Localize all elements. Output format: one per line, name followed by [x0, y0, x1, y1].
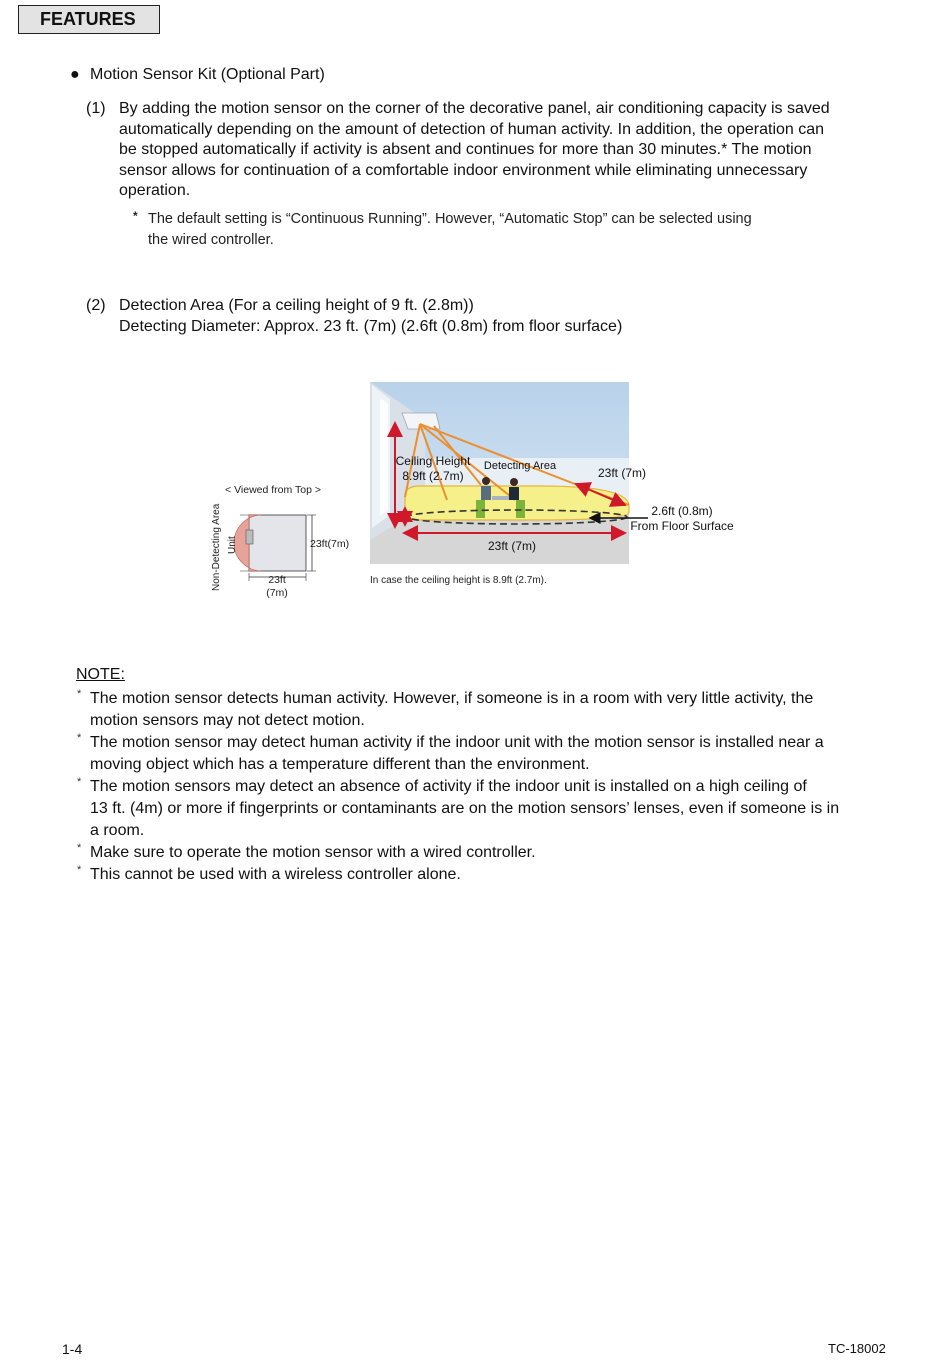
item-1-line: automatically depending on the amount of detection of human activity. In addition, the operation can	[119, 120, 825, 138]
note-item	[76, 864, 896, 886]
note-star-icon: *	[77, 732, 82, 744]
top-height-label: 23ft(7m)	[310, 538, 350, 550]
note-line: motion sensors may not detect motion.	[90, 712, 365, 729]
item-2-number: (2)	[86, 297, 106, 314]
item-1-text	[119, 99, 899, 202]
document-id: TC-18002	[828, 1341, 886, 1356]
top-width-metric: (7m)	[266, 587, 288, 599]
note-star-icon: *	[77, 776, 82, 788]
ceiling-height-label: Ceiling Height	[395, 454, 471, 468]
top-view-room	[249, 515, 306, 571]
note-star-icon: *	[77, 688, 82, 700]
bullet-icon: ●	[70, 66, 80, 83]
radius-label: 23ft (7m)	[597, 466, 647, 480]
unit-label: Unit	[227, 536, 238, 554]
note-item	[76, 842, 896, 864]
note-line: moving object which has a temperature different than the environment.	[90, 756, 590, 773]
footnote-text: The default setting is “Continuous Running”. However, “Automatic Stop” can be selected using the wired controller.	[148, 211, 752, 248]
detecting-area-label: Detecting Area	[483, 460, 557, 472]
note-line: The motion sensor detects human activity. However, if someone is in a room with very little activity, the	[90, 690, 814, 707]
note-item	[76, 688, 896, 732]
notes-list	[76, 688, 896, 886]
item-2-line: Detecting Diameter: Approx. 23 ft. (7m) (2.6ft (0.8m) from floor surface)	[119, 317, 623, 335]
note-line: The motion sensors may detect an absence of activity if the indoor unit is installed on a high ceiling of	[90, 778, 807, 795]
item-1-line: operation.	[119, 182, 191, 199]
note-star-icon: *	[77, 864, 82, 876]
non-detecting-area-label: Non-Detecting Area	[211, 503, 222, 591]
top-width-label: 23ft	[268, 574, 286, 586]
item-1-line: sensor allows for continuation of a comfortable indoor environment while eliminating unnecessary	[119, 161, 808, 179]
floor-distance-caption: From Floor Surface	[630, 519, 734, 533]
bullet-heading	[70, 66, 325, 84]
floor-distance-label: 2.6ft (0.8m)	[651, 504, 713, 518]
diagram-caption: In case the ceiling height is 8.9ft (2.7m).	[370, 575, 547, 586]
note-line: Make sure to operate the motion sensor with a wired controller.	[90, 844, 536, 861]
item-1-number: (1)	[86, 100, 106, 117]
note-line: a room.	[90, 822, 145, 839]
floor-width-label: 23ft (7m)	[487, 539, 537, 553]
bullet-title: Motion Sensor Kit (Optional Part)	[90, 66, 325, 83]
section-title: FEATURES	[18, 5, 160, 34]
item-1-line: be stopped automatically if activity is absent and continues for more than 30 minutes.* The motion	[119, 141, 812, 158]
item-2-text	[119, 296, 819, 337]
note-star-icon: *	[77, 842, 82, 854]
item-1-line: By adding the motion sensor on the corner of the decorative panel, air conditioning capacity is saved	[119, 100, 830, 117]
footnote-mark: *	[133, 209, 138, 223]
note-line: The motion sensor may detect human activity if the indoor unit with the motion sensor is installed near a	[90, 734, 824, 751]
note-item	[76, 732, 896, 776]
note-line: 13 ft. (4m) or more if fingerprints or contaminants are on the motion sensors’ lenses, even if someone is in	[90, 800, 840, 817]
note-line: This cannot be used with a wireless controller alone.	[90, 866, 461, 883]
item-2-line: Detection Area (For a ceiling height of 9 ft. (2.8m))	[119, 297, 474, 314]
note-item	[76, 776, 896, 842]
ceiling-height-value: 8.9ft (2.7m)	[402, 469, 464, 483]
page-number: 1-4	[62, 1341, 83, 1357]
detection-area-diagram	[0, 370, 950, 610]
note-title: NOTE:	[76, 666, 125, 683]
unit-icon	[246, 530, 253, 544]
top-view-label: < Viewed from Top >	[225, 484, 321, 496]
